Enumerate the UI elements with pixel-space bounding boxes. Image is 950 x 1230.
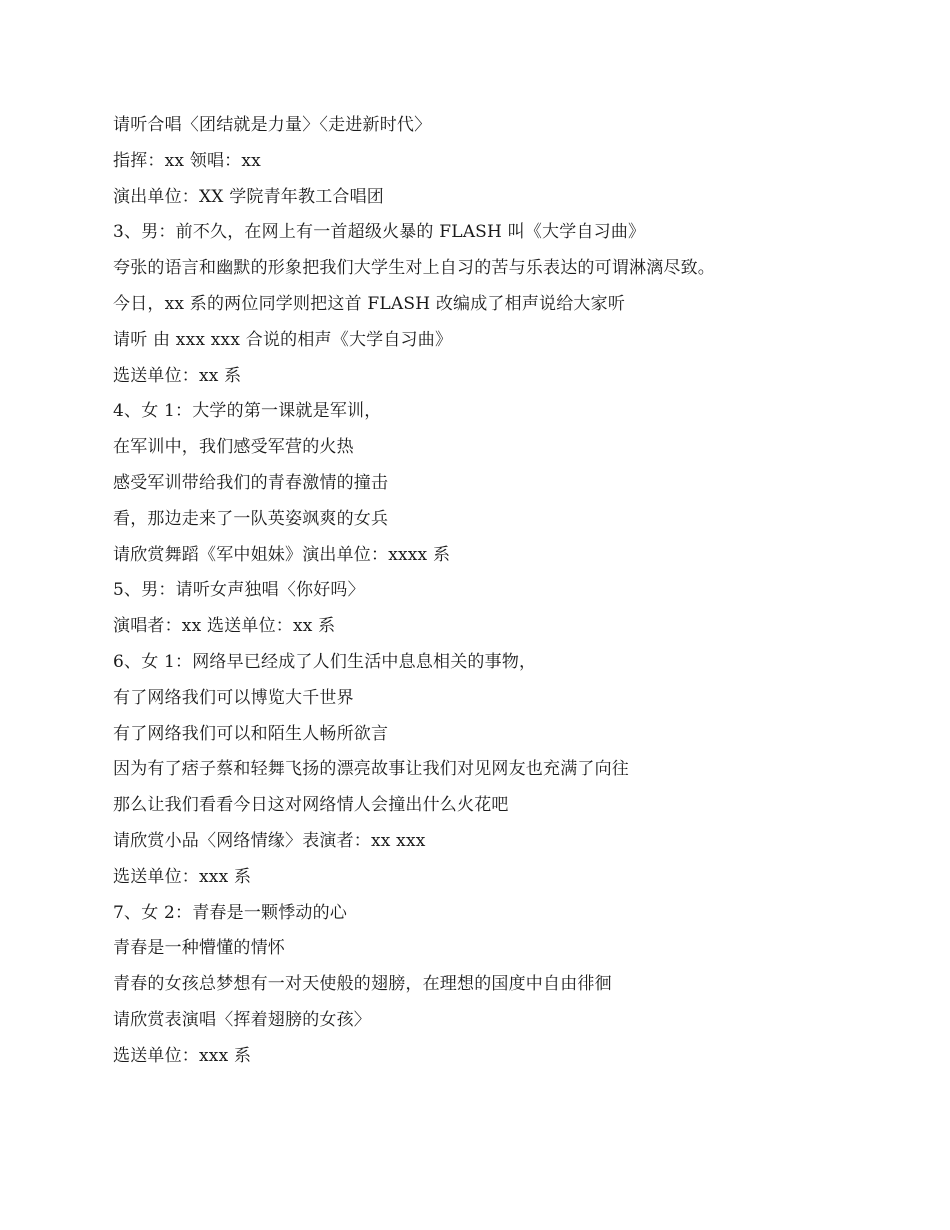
text-line: 选送单位：xx 系 [113,365,242,386]
text-line: 夸张的语言和幽默的形象把我们大学生对上自习的苦与乐表达的可谓淋漓尽致。 [113,258,715,279]
text-line: 7、女 2：青春是一颗悸动的心 [113,902,348,923]
text-line: 青春的女孩总梦想有一对天使般的翅膀，在理想的国度中自由徘徊 [113,974,612,995]
text-line: 3、男：前不久，在网上有一首超级火暴的 FLASH 叫《大学自习曲》 [113,222,646,243]
text-line: 4、女 1：大学的第一课就是军训， [113,401,382,422]
text-line: 感受军训带给我们的青春激情的撞击 [113,472,389,493]
text-line: 有了网络我们可以博览大千世界 [113,687,354,708]
text-line: 在军训中，我们感受军营的火热 [113,437,354,458]
text-line: 因为有了痞子蔡和轻舞飞扬的漂亮故事让我们对见网友也充满了向往 [113,759,629,780]
text-line: 演出单位：XX 学院青年教工合唱团 [113,186,385,207]
text-line: 今日，xx 系的两位同学则把这首 FLASH 改编成了相声说给大家听 [113,293,626,314]
text-line: 请听 由 xxx xxx 合说的相声《大学自习曲》 [113,329,453,350]
text-line: 那么让我们看看今日这对网络情人会撞出什么火花吧 [113,795,509,816]
document-body [113,108,873,1075]
text-line: 有了网络我们可以和陌生人畅所欲言 [113,723,389,744]
text-line: 请欣赏表演唱〈挥着翅膀的女孩〉 [113,1009,371,1030]
text-line: 5、男：请听女声独唱〈你好吗〉 [113,580,365,601]
text-line: 6、女 1：网络早已经成了人们生活中息息相关的事物， [113,651,537,672]
text-line: 演唱者：xx 选送单位：xx 系 [113,616,336,637]
text-line: 青春是一种懵懂的情怀 [113,938,285,959]
text-line: 选送单位：xxx 系 [113,866,252,887]
text-line: 请听合唱〈团结就是力量〉〈走进新时代〉 [113,115,432,135]
text-line: 看，那边走来了一队英姿飒爽的女兵 [113,508,389,529]
text-line: 指挥：xx 领唱：xx [113,150,261,171]
text-line: 选送单位：xxx 系 [113,1045,252,1066]
text-line: 请欣赏舞蹈《军中姐妹》演出单位：xxxx 系 [113,544,451,565]
text-line: 请欣赏小品〈网络情缘〉表演者：xx xxx [113,830,426,851]
